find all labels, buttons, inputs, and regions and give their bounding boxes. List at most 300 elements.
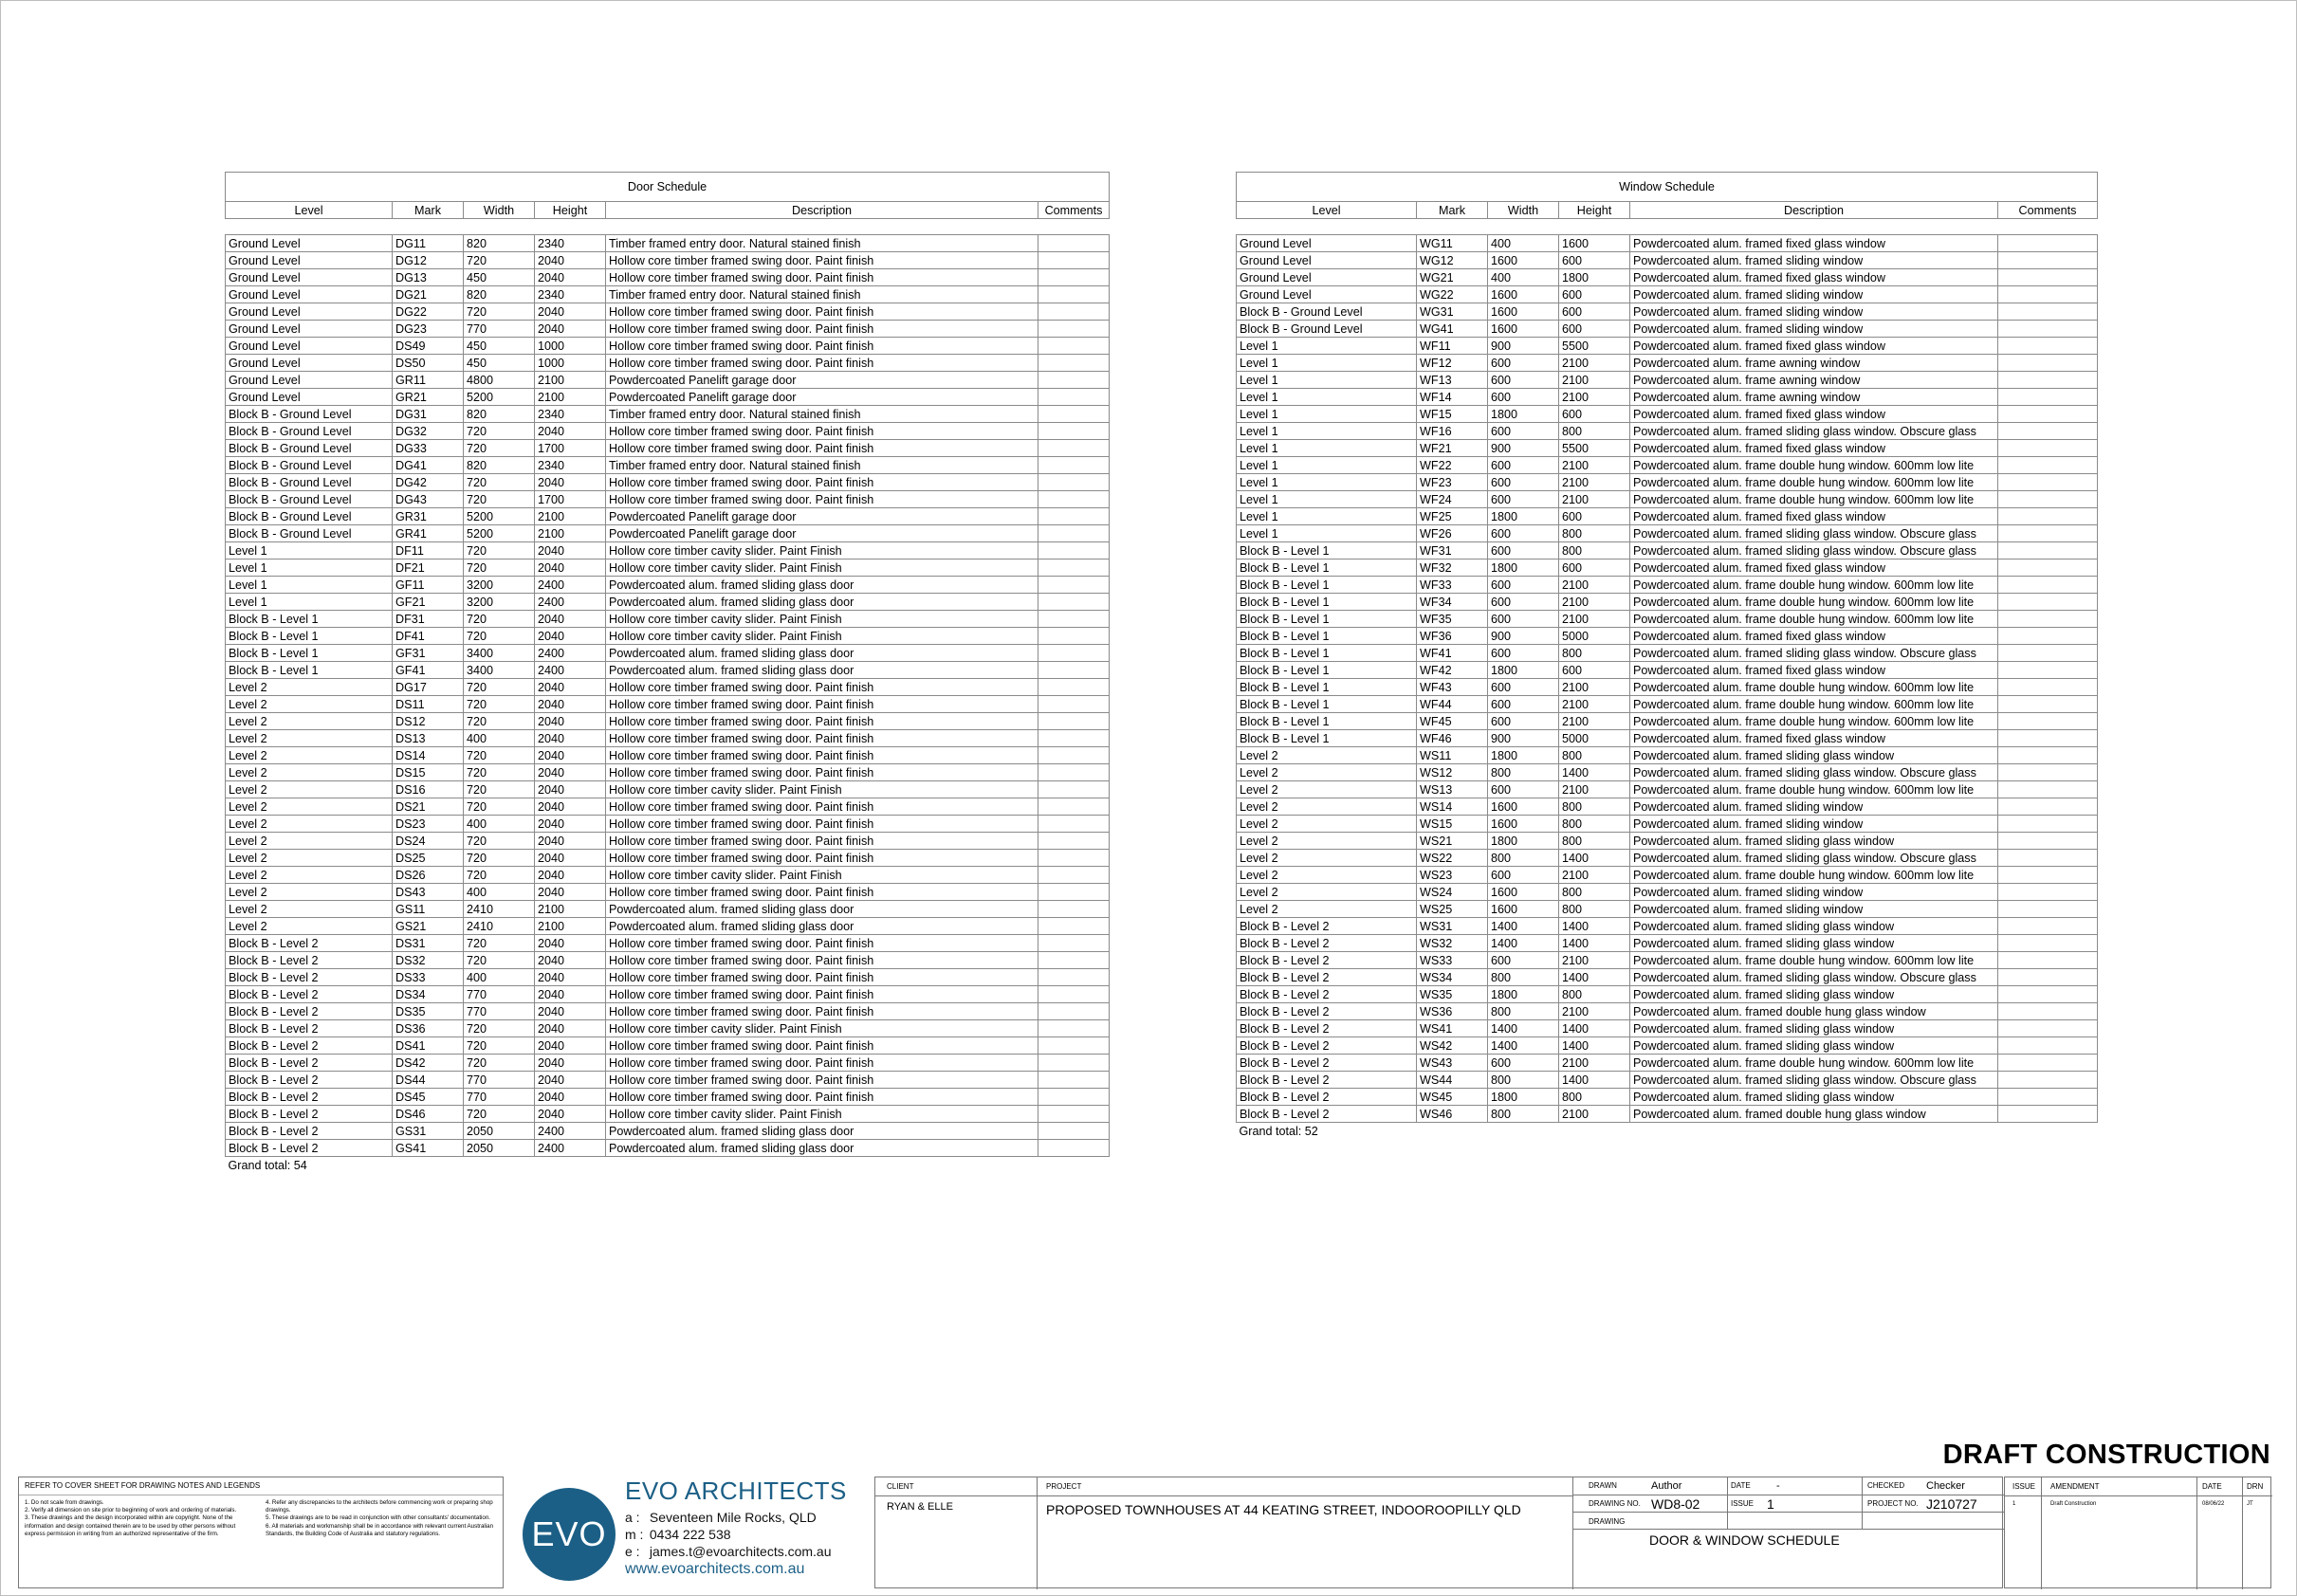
table-cell: 720 (464, 798, 535, 816)
table-cell: Block B - Level 1 (1237, 679, 1417, 696)
table-row (226, 1020, 1110, 1037)
table-cell: Powdercoated alum. framed fixed glass window (1630, 662, 1998, 679)
table-cell: Powdercoated alum. framed sliding glass door (606, 1140, 1038, 1157)
table-cell: Ground Level (226, 321, 393, 338)
table-row (226, 508, 1110, 525)
note-item: 1. Do not scale from drawings. (25, 1499, 104, 1506)
table-cell: WS23 (1417, 867, 1488, 884)
table-cell: Hollow core timber cavity slider. Paint Finish (606, 867, 1038, 884)
table-cell: 3400 (464, 645, 535, 662)
table-cell: WS46 (1417, 1106, 1488, 1123)
table-cell: 1400 (1559, 1020, 1630, 1037)
table-cell (1038, 525, 1110, 542)
table-row (1237, 1055, 2098, 1072)
table-cell: Hollow core timber framed swing door. Paint finish (606, 252, 1038, 269)
table-cell (1038, 542, 1110, 560)
table-row (1237, 884, 2098, 901)
table-cell: Hollow core timber framed swing door. Paint finish (606, 850, 1038, 867)
table-cell (1038, 935, 1110, 952)
table-cell (1038, 457, 1110, 474)
table-cell (1998, 440, 2098, 457)
table-cell: Hollow core timber cavity slider. Paint Finish (606, 781, 1038, 798)
table-row (1237, 611, 2098, 628)
table-cell: Ground Level (226, 338, 393, 355)
table-cell: Level 2 (226, 850, 393, 867)
table-cell (1038, 816, 1110, 833)
table-cell: 800 (1559, 798, 1630, 816)
table-cell (1998, 1020, 2098, 1037)
table-cell: 5000 (1559, 730, 1630, 747)
table-cell: Powdercoated alum. frame double hung window. 600mm low lite (1630, 474, 1998, 491)
table-cell: 900 (1488, 628, 1559, 645)
notes-left-column (25, 1499, 256, 1538)
firm-logo-block (523, 1477, 856, 1575)
table-cell (1038, 662, 1110, 679)
table-cell: DS25 (393, 850, 464, 867)
issue-row-number: 1 (2012, 1501, 2016, 1507)
table-row (226, 1123, 1110, 1140)
drawing-no-label: DRAWING NO. (1589, 1499, 1641, 1508)
table-cell: 1400 (1488, 918, 1559, 935)
table-cell: WF11 (1417, 338, 1488, 355)
table-row (1237, 969, 2098, 986)
table-cell: 2040 (535, 1020, 606, 1037)
table-row (1237, 850, 2098, 867)
table-cell: DG11 (393, 235, 464, 252)
table-cell: Powdercoated alum. framed sliding glass door (606, 901, 1038, 918)
table-cell: 720 (464, 952, 535, 969)
table-cell: Level 2 (1237, 850, 1417, 867)
table-row (226, 850, 1110, 867)
table-cell: Block B - Level 1 (1237, 662, 1417, 679)
table-cell: Block B - Level 1 (1237, 560, 1417, 577)
table-cell: 720 (464, 850, 535, 867)
table-cell: 800 (1559, 747, 1630, 764)
table-cell: Level 1 (226, 560, 393, 577)
table-cell (1038, 969, 1110, 986)
table-cell (1038, 286, 1110, 303)
table-cell: Hollow core timber framed swing door. Paint finish (606, 474, 1038, 491)
column-header: Level (226, 202, 393, 219)
table-cell: 720 (464, 252, 535, 269)
table-cell: 600 (1488, 474, 1559, 491)
table-row (1237, 952, 2098, 969)
table-cell: Block B - Ground Level (226, 406, 393, 423)
table-cell: 600 (1488, 713, 1559, 730)
table-cell: Block B - Level 1 (1237, 628, 1417, 645)
table-cell: Hollow core timber framed swing door. Paint finish (606, 491, 1038, 508)
table-cell: 900 (1488, 338, 1559, 355)
table-row (226, 1140, 1110, 1157)
table-cell: 2040 (535, 867, 606, 884)
table-cell: 720 (464, 935, 535, 952)
table-row (226, 952, 1110, 969)
table-cell: WF32 (1417, 560, 1488, 577)
table-cell: WS13 (1417, 781, 1488, 798)
table-cell: 2040 (535, 952, 606, 969)
table-cell: 600 (1488, 696, 1559, 713)
table-cell (1998, 1072, 2098, 1089)
table-cell: 3400 (464, 662, 535, 679)
table-row (226, 662, 1110, 679)
table-cell: 600 (1559, 560, 1630, 577)
table-row (1237, 935, 2098, 952)
table-cell: Level 1 (1237, 525, 1417, 542)
table-cell: DS44 (393, 1072, 464, 1089)
table-cell (1998, 901, 2098, 918)
table-cell: Level 1 (1237, 508, 1417, 525)
table-row (226, 679, 1110, 696)
draft-construction-stamp: DRAFT CONSTRUCTION (1942, 1440, 2270, 1470)
table-cell (1998, 286, 2098, 303)
table-cell: Level 2 (226, 747, 393, 764)
table-cell: Block B - Ground Level (226, 440, 393, 457)
table-cell (1038, 508, 1110, 525)
table-cell: Block B - Level 2 (226, 1003, 393, 1020)
table-cell: Powdercoated alum. framed sliding window (1630, 816, 1998, 833)
table-cell (1038, 560, 1110, 577)
table-cell: DS13 (393, 730, 464, 747)
table-cell: 720 (464, 611, 535, 628)
table-cell (1998, 986, 2098, 1003)
table-cell: Block B - Level 2 (226, 952, 393, 969)
table-row (1237, 747, 2098, 764)
table-cell: Hollow core timber framed swing door. Paint finish (606, 338, 1038, 355)
table-cell (1998, 491, 2098, 508)
table-cell: Powdercoated alum. framed sliding glass window. Obscure glass (1630, 525, 1998, 542)
table-row (226, 542, 1110, 560)
table-cell: 2040 (535, 850, 606, 867)
table-cell: Hollow core timber framed swing door. Paint finish (606, 423, 1038, 440)
table-cell: 5200 (464, 525, 535, 542)
table-cell: WF22 (1417, 457, 1488, 474)
table-cell: 600 (1559, 252, 1630, 269)
issue-header: ISSUE (2012, 1482, 2036, 1491)
table-cell: Level 1 (1237, 474, 1417, 491)
table-cell: Ground Level (226, 286, 393, 303)
client-label: CLIENT (887, 1482, 914, 1491)
table-cell: DG43 (393, 491, 464, 508)
table-row (226, 235, 1110, 252)
table-cell (1038, 491, 1110, 508)
table-cell: WF41 (1417, 645, 1488, 662)
table-cell: Ground Level (226, 372, 393, 389)
table-cell (1038, 269, 1110, 286)
table-cell: Level 1 (1237, 406, 1417, 423)
issue-row-date: 08/06/22 (2202, 1501, 2225, 1507)
table-cell: Powdercoated alum. frame double hung window. 600mm low lite (1630, 713, 1998, 730)
table-cell: 720 (464, 542, 535, 560)
table-cell: Powdercoated alum. framed sliding glass door (606, 577, 1038, 594)
table-cell: 720 (464, 1106, 535, 1123)
firm-name: EVO ARCHITECTS (625, 1477, 847, 1505)
table-cell: WS12 (1417, 764, 1488, 781)
table-cell: WS15 (1417, 816, 1488, 833)
table-cell (1998, 457, 2098, 474)
table-cell: Powdercoated alum. framed sliding glass door (606, 662, 1038, 679)
table-cell: Block B - Ground Level (226, 457, 393, 474)
table-row (226, 747, 1110, 764)
window-grand-total: Grand total: 52 (1239, 1124, 1318, 1138)
table-row (226, 286, 1110, 303)
table-cell: Powdercoated alum. framed sliding window (1630, 901, 1998, 918)
table-row (226, 867, 1110, 884)
table-cell: 2340 (535, 235, 606, 252)
table-cell (1038, 833, 1110, 850)
table-cell: Powdercoated alum. framed sliding glass window. Obscure glass (1630, 1072, 1998, 1089)
table-cell: 2100 (1559, 679, 1630, 696)
table-cell: 800 (1488, 1106, 1559, 1123)
table-cell: Timber framed entry door. Natural stained finish (606, 235, 1038, 252)
table-cell: Hollow core timber framed swing door. Paint finish (606, 884, 1038, 901)
table-cell: Powdercoated alum. framed sliding glass window. Obscure glass (1630, 423, 1998, 440)
door-schedule-header-row (226, 202, 1110, 219)
table-cell: DS46 (393, 1106, 464, 1123)
issue-row-drn: JT (2247, 1501, 2253, 1507)
table-row (226, 1106, 1110, 1123)
table-cell: 2100 (1559, 491, 1630, 508)
table-cell: Block B - Level 1 (226, 645, 393, 662)
table-cell: GS31 (393, 1123, 464, 1140)
table-cell: DS12 (393, 713, 464, 730)
table-cell: 1600 (1488, 901, 1559, 918)
table-cell: 720 (464, 764, 535, 781)
table-cell: Ground Level (226, 389, 393, 406)
table-cell: DS31 (393, 935, 464, 952)
table-cell: 1600 (1488, 798, 1559, 816)
table-cell: Hollow core timber framed swing door. Paint finish (606, 1037, 1038, 1055)
table-cell: 450 (464, 338, 535, 355)
table-cell: Hollow core timber framed swing door. Paint finish (606, 303, 1038, 321)
table-cell: WF44 (1417, 696, 1488, 713)
table-cell: Block B - Level 1 (1237, 577, 1417, 594)
table-cell: Hollow core timber cavity slider. Paint Finish (606, 542, 1038, 560)
table-cell: 3200 (464, 594, 535, 611)
window-schedule-table (1236, 172, 2098, 1140)
table-cell: WS34 (1417, 969, 1488, 986)
table-cell: 2040 (535, 696, 606, 713)
table-cell (1038, 713, 1110, 730)
table-cell: 720 (464, 781, 535, 798)
table-cell: 600 (1488, 952, 1559, 969)
table-cell: 600 (1559, 508, 1630, 525)
table-cell (1998, 1106, 2098, 1123)
table-cell: Powdercoated alum. framed double hung glass window (1630, 1003, 1998, 1020)
table-cell: WS42 (1417, 1037, 1488, 1055)
table-cell: 1400 (1559, 1072, 1630, 1089)
table-cell (1998, 833, 2098, 850)
column-header: Level (1237, 202, 1417, 219)
table-cell (1038, 867, 1110, 884)
table-cell: Powdercoated alum. framed sliding window (1630, 303, 1998, 321)
table-row (1237, 713, 2098, 730)
table-cell (1998, 952, 2098, 969)
table-cell: 2040 (535, 560, 606, 577)
table-cell: 2100 (1559, 389, 1630, 406)
table-cell: Powdercoated alum. framed sliding glass window. Obscure glass (1630, 645, 1998, 662)
table-cell: Block B - Level 1 (1237, 696, 1417, 713)
table-cell (1038, 423, 1110, 440)
table-row (1237, 594, 2098, 611)
table-cell: 400 (464, 816, 535, 833)
table-cell (1998, 269, 2098, 286)
table-cell: 600 (1559, 406, 1630, 423)
table-cell (1038, 235, 1110, 252)
table-cell: 2400 (535, 645, 606, 662)
table-cell: Block B - Level 1 (1237, 542, 1417, 560)
table-row (1237, 338, 2098, 355)
table-row (226, 252, 1110, 269)
table-cell: Powdercoated alum. framed sliding glass window. Obscure glass (1630, 542, 1998, 560)
table-cell: 2040 (535, 1072, 606, 1089)
table-cell: Level 2 (226, 696, 393, 713)
table-cell: 720 (464, 867, 535, 884)
table-cell: WF31 (1417, 542, 1488, 560)
table-cell (1038, 1140, 1110, 1157)
table-cell: Powdercoated alum. framed fixed glass window (1630, 730, 1998, 747)
table-row (226, 713, 1110, 730)
table-cell: 800 (1488, 764, 1559, 781)
table-cell: 600 (1488, 577, 1559, 594)
table-cell: Ground Level (226, 355, 393, 372)
table-cell: Hollow core timber framed swing door. Paint finish (606, 1089, 1038, 1106)
table-row (226, 833, 1110, 850)
table-row (1237, 628, 2098, 645)
table-cell: 2040 (535, 611, 606, 628)
table-cell: 720 (464, 1020, 535, 1037)
table-cell: Block B - Level 1 (1237, 611, 1417, 628)
table-cell: Block B - Level 2 (226, 1037, 393, 1055)
table-cell: GS41 (393, 1140, 464, 1157)
table-cell: 1800 (1488, 406, 1559, 423)
table-cell: DS23 (393, 816, 464, 833)
project-name: PROPOSED TOWNHOUSES AT 44 KEATING STREET, INDOOROOPILLY QLD (1046, 1502, 1521, 1517)
table-cell: Hollow core timber framed swing door. Paint finish (606, 816, 1038, 833)
table-row (226, 901, 1110, 918)
table-cell: 5200 (464, 508, 535, 525)
table-cell: 2400 (535, 1140, 606, 1157)
table-cell: DS32 (393, 952, 464, 969)
table-cell: Hollow core timber framed swing door. Paint finish (606, 969, 1038, 986)
table-cell: Powdercoated alum. framed sliding glass window (1630, 1089, 1998, 1106)
table-cell: DF11 (393, 542, 464, 560)
table-cell: Powdercoated alum. framed sliding window (1630, 798, 1998, 816)
table-row (1237, 355, 2098, 372)
table-cell: WS21 (1417, 833, 1488, 850)
table-cell: Ground Level (226, 252, 393, 269)
table-cell: 600 (1488, 645, 1559, 662)
table-row (1237, 798, 2098, 816)
table-cell (1038, 1003, 1110, 1020)
table-cell: 2100 (1559, 696, 1630, 713)
drawn-label: DRAWN (1589, 1481, 1617, 1490)
table-cell: Powdercoated alum. framed sliding glass door (606, 1123, 1038, 1140)
column-header: Width (464, 202, 535, 219)
table-cell: Block B - Level 1 (1237, 645, 1417, 662)
table-cell: WF24 (1417, 491, 1488, 508)
table-cell: WF34 (1417, 594, 1488, 611)
table-cell (1998, 816, 2098, 833)
table-row (1237, 372, 2098, 389)
table-cell (1998, 594, 2098, 611)
table-cell: 900 (1488, 440, 1559, 457)
table-cell: 2100 (535, 918, 606, 935)
table-cell: Hollow core timber framed swing door. Paint finish (606, 833, 1038, 850)
table-cell: Block B - Level 1 (1237, 730, 1417, 747)
table-cell (1998, 645, 2098, 662)
table-cell (1998, 1089, 2098, 1106)
table-cell: 2040 (535, 884, 606, 901)
table-cell (1998, 781, 2098, 798)
table-cell (1998, 508, 2098, 525)
table-cell: Hollow core timber framed swing door. Paint finish (606, 935, 1038, 952)
table-cell: 2410 (464, 918, 535, 935)
table-row (1237, 440, 2098, 457)
table-cell (1038, 679, 1110, 696)
table-cell: Hollow core timber cavity slider. Paint Finish (606, 1106, 1038, 1123)
table-cell (1038, 884, 1110, 901)
table-cell (1998, 560, 2098, 577)
project-no-label: PROJECT NO. (1867, 1499, 1919, 1508)
table-cell (1038, 1020, 1110, 1037)
client-name: RYAN & ELLE (887, 1501, 953, 1513)
table-cell: 800 (1559, 833, 1630, 850)
table-row (226, 628, 1110, 645)
table-cell: 770 (464, 986, 535, 1003)
table-cell (1038, 628, 1110, 645)
table-row (226, 816, 1110, 833)
table-cell: 2100 (1559, 577, 1630, 594)
table-cell (1038, 1106, 1110, 1123)
table-cell: Ground Level (226, 303, 393, 321)
table-cell: WF13 (1417, 372, 1488, 389)
table-cell: Powdercoated alum. framed sliding glass window. Obscure glass (1630, 969, 1998, 986)
drawing-notes-box (18, 1477, 504, 1588)
table-cell (1038, 781, 1110, 798)
table-cell: Hollow core timber framed swing door. Paint finish (606, 696, 1038, 713)
table-cell: 3200 (464, 577, 535, 594)
table-row (1237, 252, 2098, 269)
table-cell: 2050 (464, 1140, 535, 1157)
table-cell: Level 2 (1237, 833, 1417, 850)
table-cell: 4800 (464, 372, 535, 389)
table-cell: 2100 (1559, 952, 1630, 969)
table-cell: DS41 (393, 1037, 464, 1055)
table-cell (1998, 406, 2098, 423)
drawing-label: DRAWING (1589, 1517, 1626, 1526)
firm-email: e : james.t@evoarchitects.com.au (625, 1544, 832, 1559)
table-cell: WF35 (1417, 611, 1488, 628)
table-cell: Powdercoated alum. framed fixed glass window (1630, 628, 1998, 645)
table-cell: Hollow core timber cavity slider. Paint Finish (606, 628, 1038, 645)
table-row (226, 406, 1110, 423)
table-cell: 5500 (1559, 338, 1630, 355)
project-label: PROJECT (1046, 1482, 1082, 1491)
issue-amendment-table (2004, 1477, 2271, 1588)
table-cell: WG11 (1417, 235, 1488, 252)
table-cell: 2100 (1559, 867, 1630, 884)
table-cell: DS45 (393, 1089, 464, 1106)
table-cell: 600 (1488, 611, 1559, 628)
table-cell: 800 (1559, 542, 1630, 560)
table-cell: 800 (1488, 969, 1559, 986)
table-cell: 1800 (1488, 833, 1559, 850)
table-cell: 1400 (1559, 918, 1630, 935)
table-cell: Block B - Level 2 (226, 935, 393, 952)
title-block (874, 1477, 2003, 1588)
table-row (1237, 1106, 2098, 1123)
table-cell: DS36 (393, 1020, 464, 1037)
